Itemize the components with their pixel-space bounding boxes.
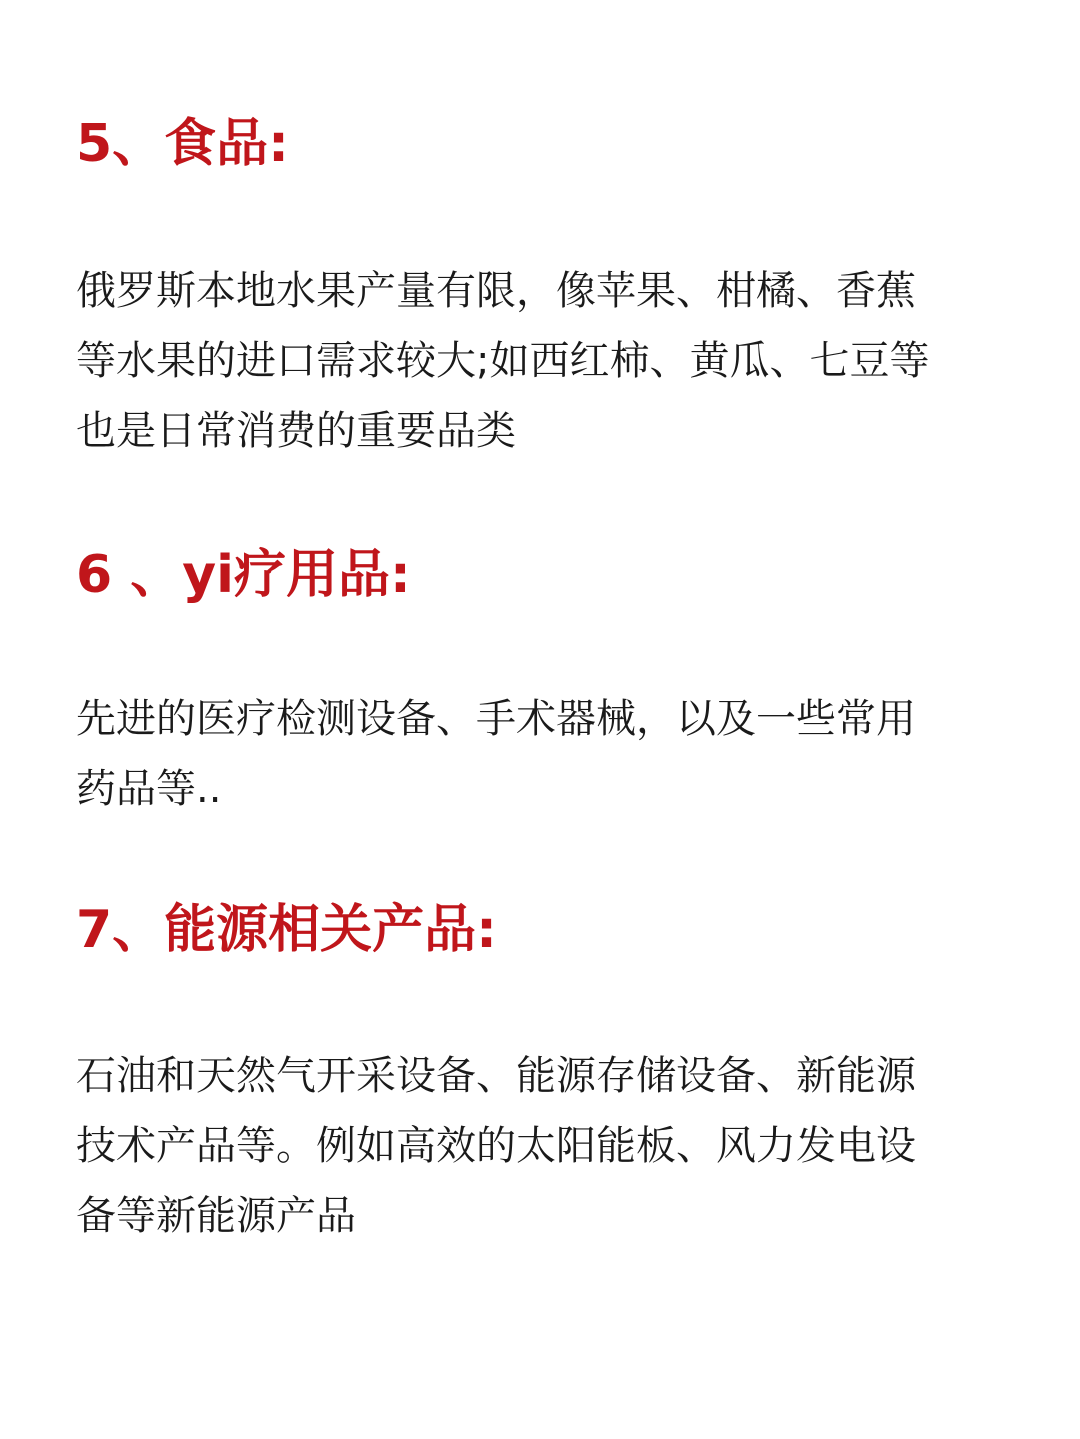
section-body-medical — [76, 684, 1016, 824]
section-body-food — [76, 256, 1016, 466]
section-heading-energy: 7、能源相关产品: — [76, 900, 497, 960]
body-line: 备等新能源产品 — [76, 1193, 356, 1239]
body-line: 等水果的进口需求较大;如西红柿、黄瓜、七豆等 — [76, 338, 930, 384]
body-line: 药品等.. — [76, 766, 222, 812]
section-heading-medical: 6 、yi疗用品: — [76, 545, 411, 605]
body-line: 石油和天然气开采设备、能源存储设备、新能源 — [76, 1053, 916, 1099]
section-body-energy — [76, 1041, 1016, 1251]
section-heading-food: 5、食品: — [76, 114, 289, 174]
body-line: 先进的医疗检测设备、手术器械，以及一些常用 — [76, 696, 916, 742]
body-line: 俄罗斯本地水果产量有限，像苹果、柑橘、香蕉 — [76, 268, 916, 314]
body-line: 也是日常消费的重要品类 — [76, 408, 516, 454]
body-line: 技术产品等。例如高效的太阳能板、风力发电设 — [76, 1123, 916, 1169]
